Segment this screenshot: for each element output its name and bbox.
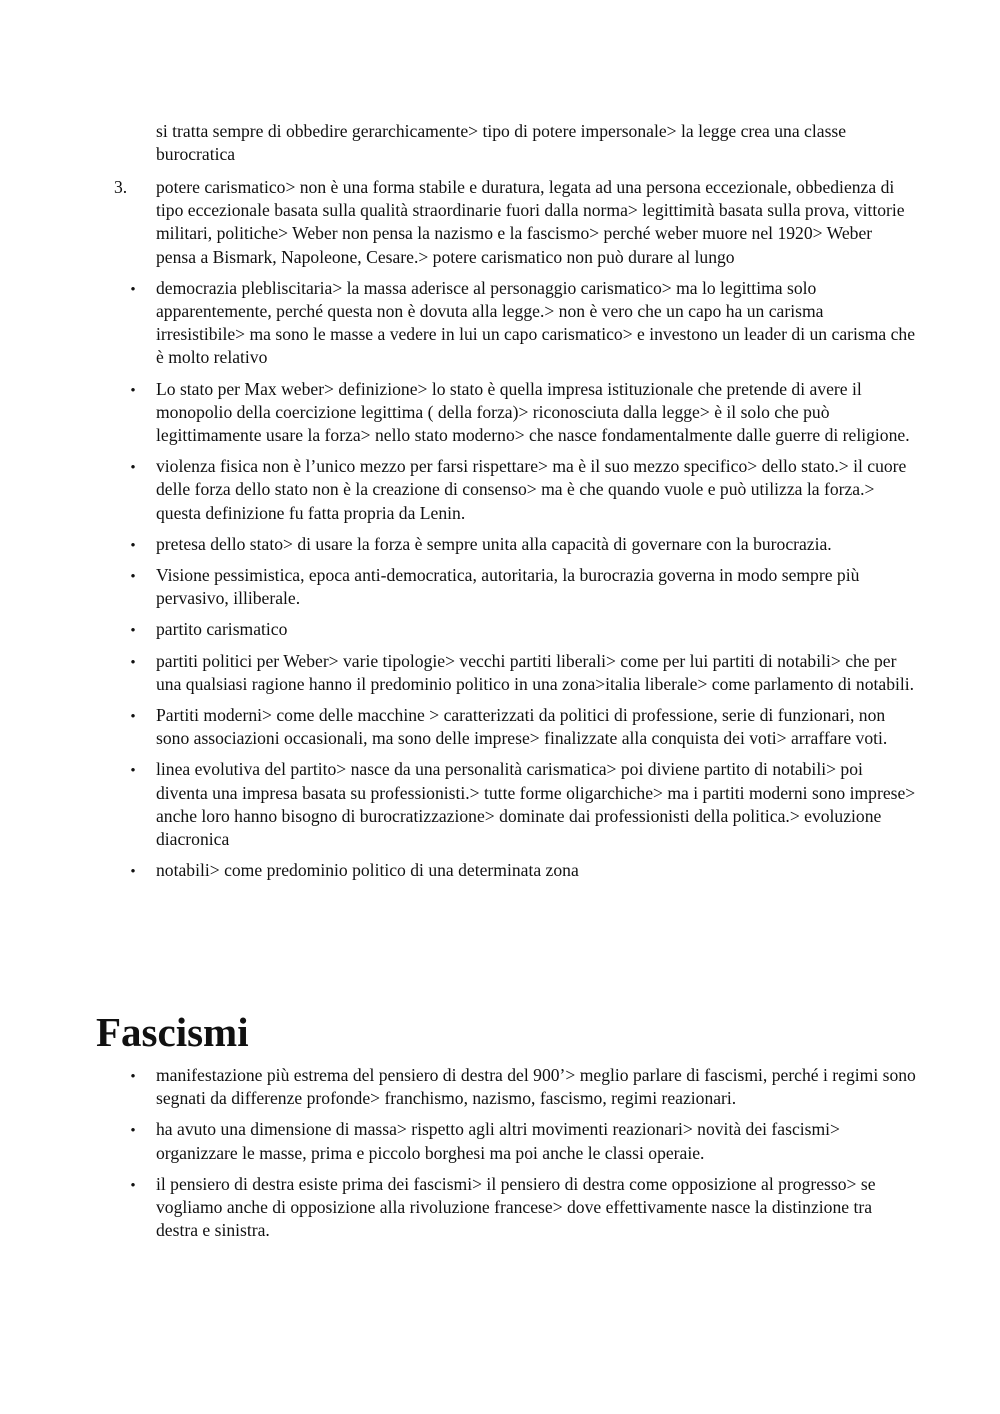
bullet-icon bbox=[118, 277, 148, 302]
list-item bbox=[0, 1064, 916, 1110]
list-item-text: notabili> come predominio politico di una determinata zona bbox=[156, 860, 579, 881]
list-item-text: pretesa dello stato> di usare la forza è sempre unita alla capacità di governare con la burocrazia. bbox=[156, 533, 832, 554]
list-item-text: Lo stato per Max weber> definizione> lo stato è quella impresa istituzionale che pretende di avere il monopolio della coercizione legittima ( della forza)> riconosciuta dalla legge> è il solo che può legittimamente usare la forza> nello stato moderno> che nasce fondamentalmente dalle guerre di religione. bbox=[156, 378, 910, 446]
list-item bbox=[0, 1173, 916, 1243]
list-item-text: partiti politici per Weber> varie tipologie> vecchi partiti liberali> come per lui partiti di notabili> che per una qualsiasi ragione hanno il predominio politico in una zona>italia liberale> come parlamento di notabili. bbox=[156, 650, 915, 694]
list-item-text: Partiti moderni> come delle macchine > caratterizzati da politici di professione, serie di funzionari, non sono associazioni occasionali, ma sono delle imprese> finalizzate alla conquista dei voti> arraffare voti. bbox=[156, 705, 888, 749]
bullet-icon bbox=[118, 1118, 148, 1143]
list-item bbox=[0, 618, 916, 641]
list-item bbox=[0, 704, 916, 750]
list-item bbox=[0, 455, 916, 525]
bullet-icon bbox=[118, 533, 148, 558]
list-item bbox=[0, 859, 916, 882]
list-item-text: potere carismatico> non è una forma stabile e duratura, legata ad una persona eccezionale, obbedienza di tipo eccezionale basata sulla qualità straordinarie fuori dalla norma> legittimità basata sulla prova, vittorie militari, politiche> Weber non pensa la nazismo e la fascismo> perché weber muore nel 1920> Weber pensa a Bismark, Napoleone, Cesare.> potere carismatico non può durare al lungo bbox=[156, 177, 905, 267]
list-item-text: linea evolutiva del partito> nasce da una personalità carismatica> poi diviene partito di notabili> poi diventa una impresa basata su professionisti.> tutte forme oligarchiche> ma i partiti moderni sono imprese> anche loro hanno bisogno di burocratizzazione> dominate dai professionisti della politica.> evoluzione diacronica bbox=[156, 759, 916, 850]
list-item bbox=[0, 533, 916, 556]
bullet-icon bbox=[118, 758, 148, 783]
bullet-icon bbox=[118, 455, 148, 480]
bullet-icon bbox=[118, 618, 148, 643]
list-item bbox=[0, 277, 916, 370]
list-item-text: democrazia plebliscitaria> la massa aderisce al personaggio carismatico> ma lo legittima solo apparentemente, perché questa non è dovuta alla legge.> non è vero che un capo ha un carisma irresistibile> ma sono le masse a vedere in lui un capo carismatico> e investono un leader di un carisma che è molto relativo bbox=[156, 277, 916, 368]
bullet-icon bbox=[118, 1064, 148, 1089]
section-heading: Fascismi bbox=[96, 1009, 249, 1055]
list-item-numbered bbox=[0, 176, 916, 269]
list-item-text: ha avuto una dimensione di massa> rispetto agli altri movimenti reazionari> novità dei fascismi> organizzare le masse, prima e piccolo borghesi ma poi anche le classi operaie. bbox=[156, 1119, 840, 1163]
list-item bbox=[0, 1118, 916, 1164]
list-item bbox=[0, 378, 916, 448]
bullet-icon bbox=[118, 1173, 148, 1198]
notes-list-fascismi bbox=[0, 1064, 1000, 1250]
list-item bbox=[0, 564, 916, 610]
list-item-text: violenza fisica non è l’unico mezzo per farsi rispettare> ma è il suo mezzo specifico> dello stato.> il cuore delle forza dello stato non è la creazione di consenso> ma è che quando vuole e può utilizza la forza.> questa definizione fu fatta propria da Lenin. bbox=[156, 456, 907, 523]
list-item bbox=[0, 650, 916, 696]
list-item-text: il pensiero di destra esiste prima dei fascismi> il pensiero di destra come opposizione al progresso> se vogliamo anche di opposizione alla rivoluzione francese> dove effettivamente nasce la distinzione tra destra e sinistra. bbox=[156, 1173, 876, 1241]
list-item-text: manifestazione più estrema del pensiero di destra del 900’> meglio parlare di fascismi, perché i regimi sono segnati da differenze profonde> franchismo, nazismo, fascismo, regimi reazionari. bbox=[156, 1065, 916, 1109]
list-item-text: partito carismatico bbox=[156, 619, 288, 640]
list-item-text: Visione pessimistica, epoca anti-democratica, autoritaria, la burocrazia governa in modo sempre più pervasivo, illiberale. bbox=[156, 565, 860, 609]
bullet-icon bbox=[118, 564, 148, 589]
notes-list-weber bbox=[0, 176, 1000, 890]
bullet-icon bbox=[118, 378, 148, 403]
list-number: 3. bbox=[114, 177, 128, 197]
list-item bbox=[0, 758, 916, 851]
bullet-icon bbox=[118, 650, 148, 675]
continuation-paragraph: si tratta sempre di obbedire gerarchicamente> tipo di potere impersonale> la legge crea una classe burocratica bbox=[156, 121, 847, 165]
bullet-icon bbox=[118, 704, 148, 729]
bullet-icon bbox=[118, 859, 148, 884]
